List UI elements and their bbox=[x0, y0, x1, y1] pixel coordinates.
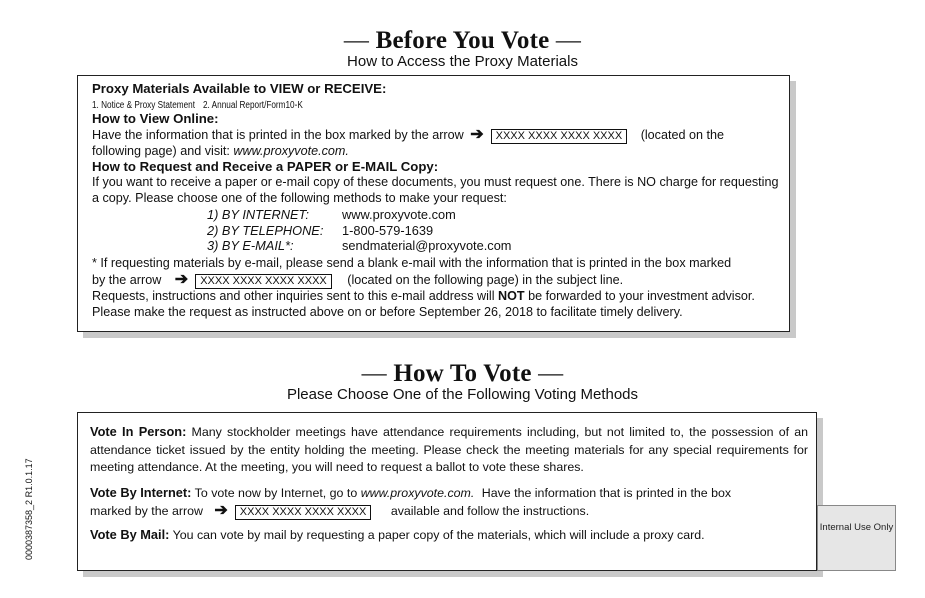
view-text-1: Have the information that is printed in the box marked by the arrow bbox=[92, 127, 464, 142]
before-title-block bbox=[0, 27, 925, 70]
access-materials-box bbox=[77, 75, 790, 332]
materials-list bbox=[92, 97, 779, 111]
in-person-label: Vote In Person: bbox=[90, 424, 187, 439]
view-text-3: following page) and visit: bbox=[92, 143, 230, 158]
before-title-text: Before You Vote bbox=[375, 27, 550, 54]
title-dash-right: — bbox=[538, 360, 564, 387]
method-value[interactable]: sendmaterial@proxyvote.com bbox=[342, 238, 512, 254]
view-online-text bbox=[92, 127, 779, 160]
mail-text: You can vote by mail by requesting a paper copy of the materials, which will include a proxy card. bbox=[172, 527, 705, 542]
method-email bbox=[207, 238, 511, 254]
vote-subtitle: Please Choose One of the Following Voting Methods bbox=[286, 386, 639, 403]
method-telephone bbox=[207, 223, 511, 239]
vote-title-block bbox=[0, 360, 925, 403]
control-number-box: XXXX XXXX XXXX XXXX bbox=[235, 505, 372, 520]
materials-item-annual-report: 2. Annual Report/Form10-K bbox=[203, 99, 303, 111]
document-code: 0000387358_2 R1.0.1.17 bbox=[24, 458, 34, 560]
method-value[interactable]: www.proxyvote.com bbox=[342, 206, 456, 222]
method-label: 3) BY E-MAIL*: bbox=[207, 238, 294, 254]
email-note-3: (located on the following page) in the subject line. bbox=[347, 272, 624, 287]
request-footer bbox=[92, 289, 779, 321]
voting-methods-box bbox=[77, 412, 817, 571]
request-methods bbox=[207, 207, 511, 254]
mail-label: Vote By Mail: bbox=[90, 526, 170, 542]
vote-in-person bbox=[90, 423, 808, 477]
arrow-icon: ➔ bbox=[174, 270, 189, 288]
title-dash-left: — bbox=[343, 27, 370, 54]
arrow-icon: ➔ bbox=[214, 502, 228, 519]
vote-by-internet bbox=[90, 484, 808, 521]
arrow-icon: ➔ bbox=[470, 125, 484, 143]
footer-not: NOT bbox=[498, 288, 525, 303]
internet-text-2: Have the information that is printed in the box bbox=[481, 485, 732, 500]
proxyvote-link[interactable]: www.proxyvote.com. bbox=[233, 143, 349, 158]
title-dash-right: — bbox=[555, 27, 582, 54]
title-dash-left: — bbox=[361, 360, 387, 387]
vote-title-text: How To Vote bbox=[393, 360, 532, 387]
footer-text-2: be forwarded to your investment advisor. Please make the request as instructed above on or before September 26, 2018 to facilitate timely delivery. bbox=[92, 288, 755, 319]
vote-title bbox=[0, 360, 925, 388]
request-heading: How to Request and Receive a PAPER or E-MAIL Copy: bbox=[92, 159, 439, 175]
vote-by-mail bbox=[90, 526, 808, 545]
email-note-2: by the arrow bbox=[92, 272, 162, 287]
email-note-1: * If requesting materials by e-mail, please send a blank e-mail with the information that is printed in the box marked bbox=[92, 256, 732, 271]
internal-use-box: Internal Use Only bbox=[817, 505, 896, 571]
materials-heading: Proxy Materials Available to VIEW or RECEIVE: bbox=[92, 81, 387, 96]
footer-text-1: Requests, instructions and other inquiries sent to this e-mail address will bbox=[92, 288, 495, 303]
internet-text-4: available and follow the instructions. bbox=[390, 504, 590, 518]
before-title bbox=[0, 27, 925, 55]
view-text-2: (located on the bbox=[640, 127, 725, 142]
control-number-box: XXXX XXXX XXXX XXXX bbox=[195, 274, 332, 289]
control-number-box: XXXX XXXX XXXX XXXX bbox=[491, 129, 628, 144]
view-online-heading: How to View Online: bbox=[92, 110, 219, 126]
method-label: 1) BY INTERNET: bbox=[207, 206, 309, 222]
in-person-text: Many stockholder meetings have attendance requirements including, but not limited to, the possession of an attendance ticket issued by the entity holding the meeting. Please check the meeting materials for any special requirements for meeting attendance. At the meeting, you will need to request a ballot to vote these shares. bbox=[90, 425, 808, 474]
before-subtitle: How to Access the Proxy Materials bbox=[347, 53, 578, 70]
method-label: 2) BY TELEPHONE: bbox=[207, 222, 324, 238]
materials-item-notice: 1. Notice & Proxy Statement bbox=[92, 99, 196, 111]
proxyvote-link[interactable]: www.proxyvote.com. bbox=[360, 485, 475, 500]
internet-text-3: marked by the arrow bbox=[90, 504, 203, 518]
request-text: If you want to receive a paper or e-mail copy of these documents, you must request one. There is NO charge for requesting a copy. Please choose one of the following methods to make your request: bbox=[92, 175, 779, 205]
method-internet bbox=[207, 207, 511, 223]
internet-text-1: To vote now by Internet, go to bbox=[194, 485, 358, 500]
email-note bbox=[92, 256, 779, 289]
internet-label: Vote By Internet: bbox=[90, 484, 192, 500]
method-value[interactable]: 1-800-579-1639 bbox=[342, 222, 434, 238]
